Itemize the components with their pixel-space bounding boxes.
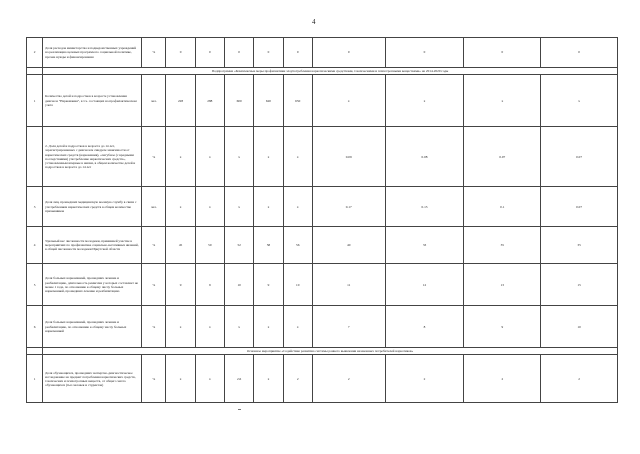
value-cell: 0 <box>195 38 224 68</box>
table-row <box>27 306 618 348</box>
value-cell: x <box>166 127 195 187</box>
indicator-description: Количество детей и подростков в возрасте установления диагноза "Наркомания", в т.ч. состоящих на профилактическом учете <box>43 75 142 127</box>
value-cell: 56 <box>283 227 312 264</box>
table-row <box>27 127 618 187</box>
value-cell: 2 <box>312 355 385 403</box>
row-number <box>27 127 43 187</box>
value-cell: x <box>385 75 464 127</box>
unit-cell: % <box>142 38 166 68</box>
indicator-description: Доля обучающихся, прошедших экспертно-диагностическое исследование на предмет потребления наркотических средств, токсических и психотропных веществ, от общего числа обучающихся (тыс.человек и студентов) <box>43 355 142 403</box>
section-row <box>27 348 618 355</box>
value-cell: 35 <box>541 227 618 264</box>
value-cell: 0 <box>224 38 253 68</box>
value-cell: 2 <box>541 355 618 403</box>
unit-cell: % <box>142 264 166 306</box>
value-cell: x <box>195 127 224 187</box>
value-cell: 9 <box>166 264 195 306</box>
unit-cell: % <box>142 227 166 264</box>
row-number: 3 <box>27 187 43 227</box>
value-cell: 0 <box>166 38 195 68</box>
value-cell: 2 <box>283 355 312 403</box>
value-cell: x <box>224 127 253 187</box>
indicator-table <box>26 37 618 403</box>
scan-mark <box>238 409 241 410</box>
value-cell: 0 <box>541 38 618 68</box>
value-cell: 58 <box>254 227 283 264</box>
unit-cell: % <box>142 306 166 348</box>
value-cell: 0 <box>254 38 283 68</box>
unit-cell: % <box>142 127 166 187</box>
value-cell: x <box>166 355 195 403</box>
value-cell: 9 <box>464 306 541 348</box>
value-cell: x <box>195 355 224 403</box>
value-cell: x <box>254 355 283 403</box>
section-title: Подпрограмма «Комплексные меры профилактики злоупотребления наркотическими средствами, токсическими и психотропными веществами» на 2014-2020 годы <box>43 68 618 75</box>
indicator-description: 2. Доля детей и подростков в возрасте до 14 лет, зарегистрированных с диагнозом синдром зависимости от наркотических средств (наркомания), «пагубное (с вредными последствиями) употребление наркотических средств», установленным впервые в жизни, в общем количестве детей и подростков в возрасте до 14 лет <box>43 127 142 187</box>
unit-cell: чел. <box>142 187 166 227</box>
value-cell: x <box>224 187 253 227</box>
value-cell: 0.07 <box>464 127 541 187</box>
section-title: Основное мероприятие «Содействие развитию системы раннего выявления незаконных потребителей наркотиков» <box>43 348 618 355</box>
value-cell: x <box>541 75 618 127</box>
table-row <box>27 355 618 403</box>
value-cell: x <box>195 306 224 348</box>
value-cell: 33 <box>385 227 464 264</box>
value-cell: 10 <box>283 264 312 306</box>
value-cell: x <box>166 306 195 348</box>
indicator-description: Доля лиц, прошедших медицинскую военную службу в связи с употреблением наркотических средств в общем количестве призывников <box>43 187 142 227</box>
row-number: 6 <box>27 306 43 348</box>
value-cell: x <box>464 75 541 127</box>
value-cell: 15 <box>541 264 618 306</box>
indicator-description: Доля больных наркоманией, прошедших лечение и реабилитацию, по отношению к общему числу больных наркоманией <box>43 306 142 348</box>
value-cell: 12 <box>385 264 464 306</box>
value-cell: x <box>224 306 253 348</box>
indicator-description: Удельный вес численности молодежи, принявшей участие в мероприятиях по профилактике социально-негативных явлений, в общей численности молодежи Иркутской области <box>43 227 142 264</box>
value-cell: 0 <box>283 38 312 68</box>
value-cell: 7 <box>312 306 385 348</box>
unit-cell: чел. <box>142 75 166 127</box>
value-cell: 0.1 <box>464 187 541 227</box>
value-cell: x <box>254 187 283 227</box>
indicator-description: Доля расходов министерства и подведомственных учреждений на реализацию целевых программ по социальной политике, прочие нужды и финансирования <box>43 38 142 68</box>
row-number: 4 <box>27 227 43 264</box>
table-row <box>27 75 618 127</box>
row-number: 1 <box>27 75 43 127</box>
value-cell: x <box>312 75 385 127</box>
value-cell: 228 <box>166 75 195 127</box>
value-cell: 0.07 <box>541 187 618 227</box>
value-cell: 0.17 <box>312 187 385 227</box>
value-cell: 0.08 <box>385 127 464 187</box>
table-row <box>27 264 618 306</box>
value-cell: 45 <box>166 227 195 264</box>
value-cell: 650 <box>283 75 312 127</box>
value-cell: 10 <box>224 264 253 306</box>
value-cell: 0.13 <box>385 187 464 227</box>
value-cell: 10 <box>541 306 618 348</box>
value-cell: 52 <box>224 227 253 264</box>
value-cell: 0.09 <box>312 127 385 187</box>
value-cell: 35 <box>464 227 541 264</box>
value-cell: 600 <box>224 75 253 127</box>
value-cell: x <box>166 187 195 227</box>
row-number: 1 <box>27 355 43 403</box>
value-cell: 2 <box>464 355 541 403</box>
table-row <box>27 187 618 227</box>
value-cell: 2 <box>385 355 464 403</box>
value-cell: 8 <box>385 306 464 348</box>
row-number <box>27 348 43 355</box>
value-cell: x <box>254 127 283 187</box>
value-cell: 2.6 <box>224 355 253 403</box>
page-number: 4 <box>312 18 316 26</box>
row-number: 2 <box>27 38 43 68</box>
value-cell: 0 <box>464 38 541 68</box>
value-cell: 0 <box>312 38 385 68</box>
row-number: 5 <box>27 264 43 306</box>
value-cell: 0 <box>385 38 464 68</box>
value-cell: x <box>283 127 312 187</box>
table-row <box>27 227 618 264</box>
unit-cell: % <box>142 355 166 403</box>
value-cell: 9 <box>254 264 283 306</box>
indicator-description: Доля больных наркоманией, прошедших лечение и реабилитацию, длительность ремиссии у которых составляет не менее 1 года, по отношению к общему числу больных наркоманией, прошедших лечение и реабилитацию <box>43 264 142 306</box>
value-cell: 11 <box>312 264 385 306</box>
value-cell: 50 <box>195 227 224 264</box>
value-cell: 40 <box>312 227 385 264</box>
value-cell: 620 <box>254 75 283 127</box>
value-cell: x <box>195 187 224 227</box>
section-row <box>27 68 618 75</box>
value-cell: 13 <box>464 264 541 306</box>
value-cell: 9 <box>195 264 224 306</box>
value-cell: x <box>254 306 283 348</box>
value-cell: x <box>283 187 312 227</box>
value-cell: 288 <box>195 75 224 127</box>
row-number <box>27 68 43 75</box>
table-row <box>27 38 618 68</box>
value-cell: 0.07 <box>541 127 618 187</box>
value-cell: x <box>283 306 312 348</box>
